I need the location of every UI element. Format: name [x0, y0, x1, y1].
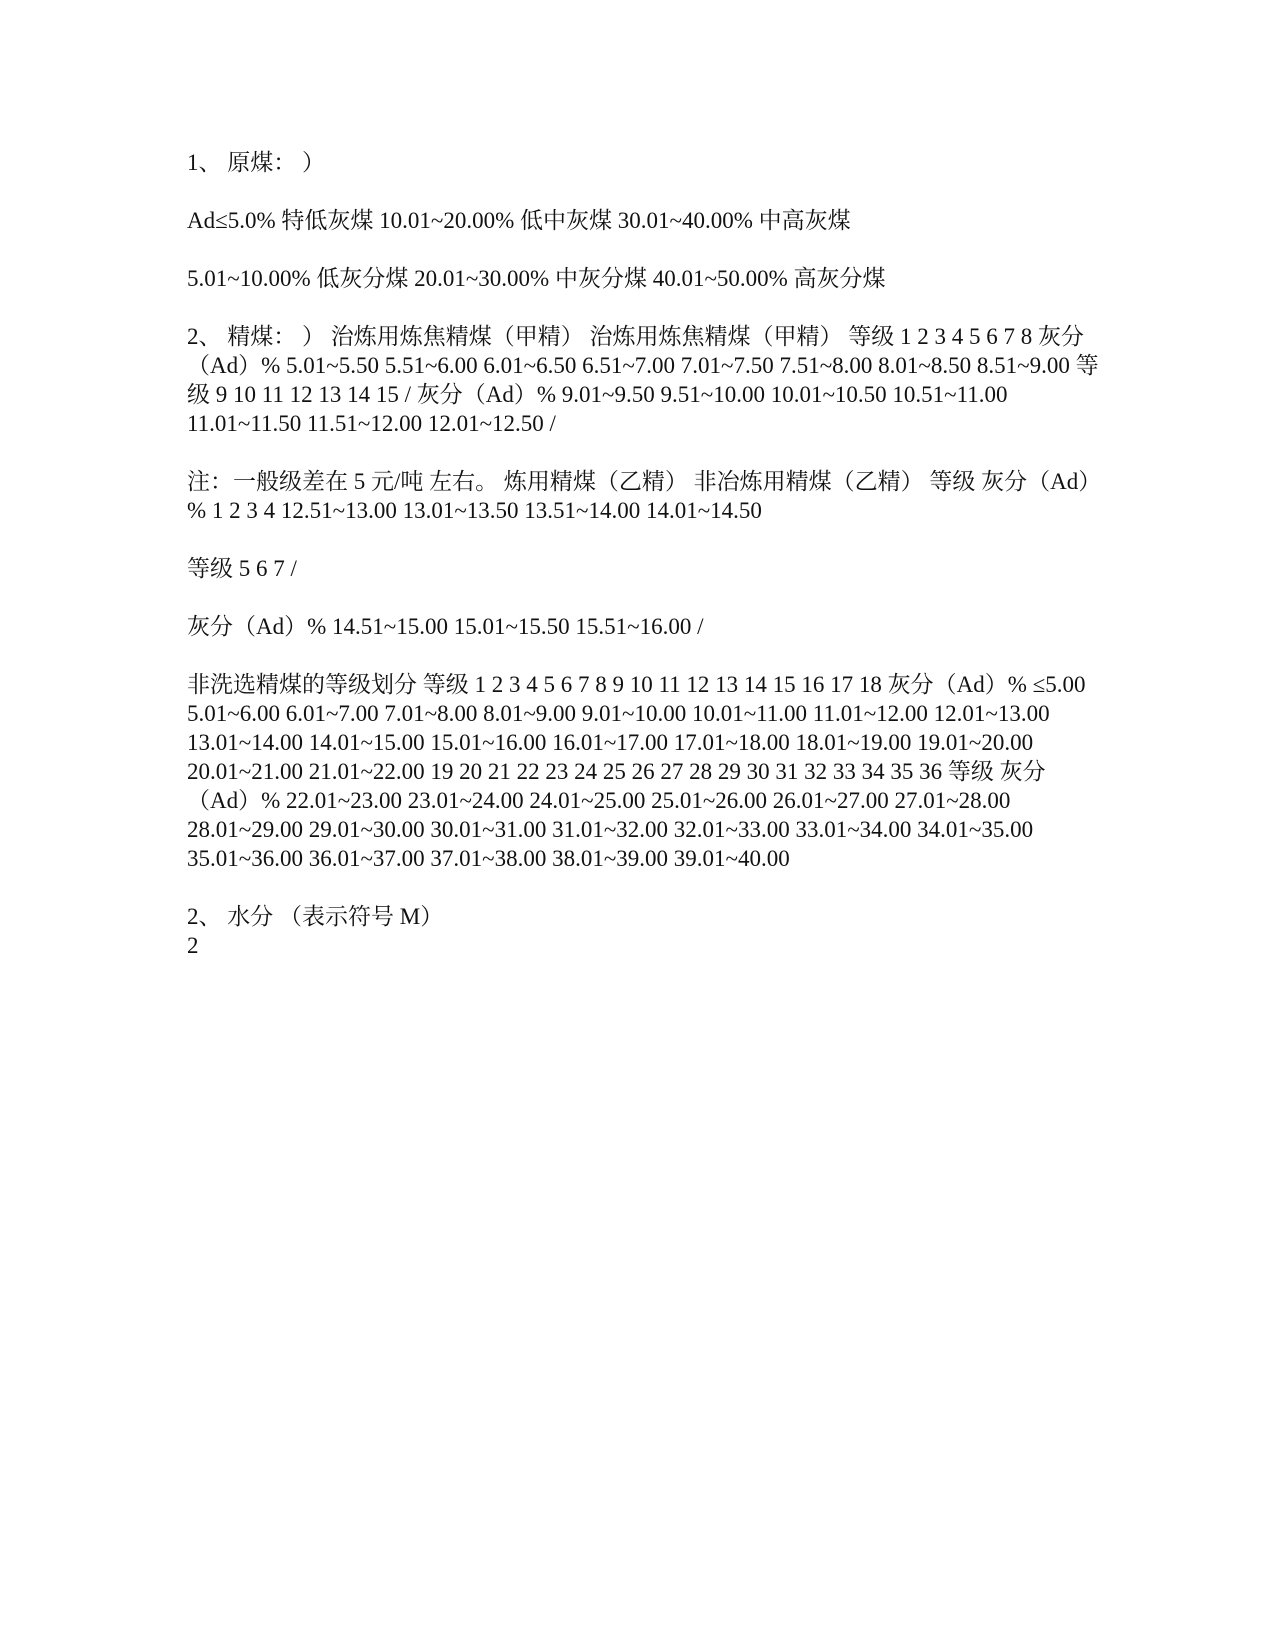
grade-note-paragraph: 注：一般级差在 5 元/吨 左右。 炼用精煤（乙精） 非冶炼用精煤（乙精） 等级 灰分（Ad）% 1 2 3 4 12.51~13.00 13.01~13.50 13.51~14.00 14.01~14.50 [187, 469, 1102, 523]
grade-row-5-7: 等级 5 6 7 / [187, 556, 297, 581]
ash-classification-line-2: 5.01~10.00% 低灰分煤 20.01~30.00% 中灰分煤 40.01~50.00% 高灰分煤 [187, 266, 886, 291]
heading-raw-coal: 1、 原煤： ） [187, 150, 325, 175]
document-body [187, 148, 1107, 960]
clean-coal-grades-paragraph: 2、 精煤： ） 治炼用炼焦精煤（甲精） 治炼用炼焦精煤（甲精） 等级 1 2 3 4 5 6 7 8 灰分（Ad）% 5.01~5.50 5.51~6.00 6.01~6.50 6.51~7.00 7.01~7.50 7.51~8.00 8.01~8.50 8.51~9.00 等级 9 10 11 12 13 14 15 / 灰分（Ad）% 9.01~9.50 9.51~10.00 10.01~10.50 10.51~11.00 11.01~11.50 11.51~12.00 12.01~12.50 / [187, 324, 1099, 436]
heading-moisture: 2、 水分 （表示符号 M） [187, 904, 444, 929]
page-number: 2 [187, 933, 199, 958]
ash-row-5-7: 灰分（Ad）% 14.51~15.00 15.01~15.50 15.51~16.00 / [187, 614, 704, 639]
unwashed-coal-grades-paragraph: 非洗选精煤的等级划分 等级 1 2 3 4 5 6 7 8 9 10 11 12 13 14 15 16 17 18 灰分（Ad）% ≤5.00 5.01~6.00 6.01~7.00 7.01~8.00 8.01~9.00 9.01~10.00 10.01~11.00 11.01~12.00 12.01~13.00 13.01~14.00 14.01~15.00 15.01~16.00 16.01~17.00 17.01~18.00 18.01~19.00 19.01~20.00 20.01~21.00 21.01~22.00 19 20 21 22 23 24 25 26 27 28 29 30 31 32 33 34 35 36 等级 灰分（Ad）% 22.01~23.00 23.01~24.00 24.01~25.00 25.01~26.00 26.01~27.00 27.01~28.00 28.01~29.00 29.01~30.00 30.01~31.00 31.01~32.00 32.01~33.00 33.01~34.00 34.01~35.00 35.01~36.00 36.01~37.00 37.01~38.00 38.01~39.00 39.01~40.00 [187, 672, 1086, 871]
ash-classification-line-1: Ad≤5.0% 特低灰煤 10.01~20.00% 低中灰煤 30.01~40.00% 中高灰煤 [187, 208, 851, 233]
